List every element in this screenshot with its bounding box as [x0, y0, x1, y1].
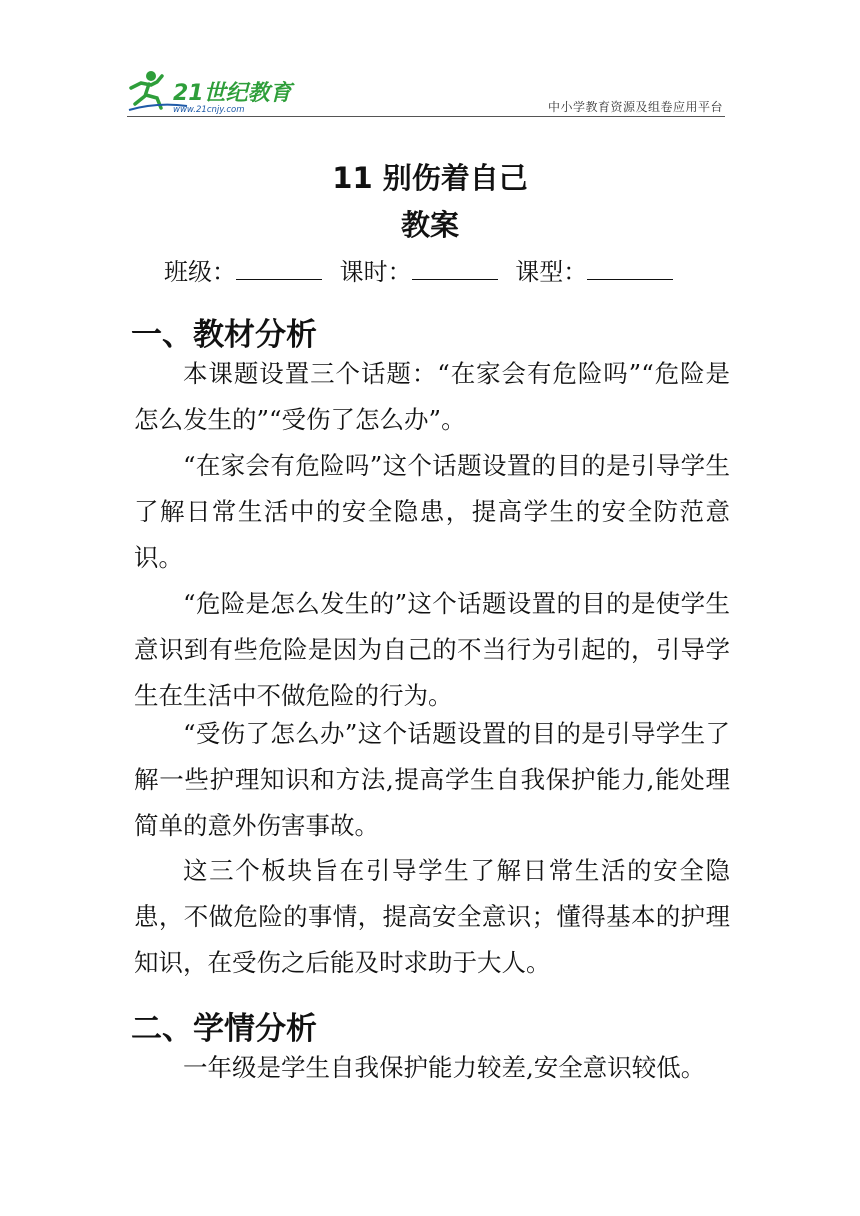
logo-wordmark: 21世纪教育: [173, 81, 292, 106]
page-header: [127, 66, 725, 116]
paragraph: “受伤了怎么办”这个话题设置的目的是引导学生了解一些护理知识和方法,提高学生自我保护能力,能处理简单的意外伤害事故。: [134, 719, 730, 840]
header-divider: [127, 116, 725, 117]
paragraph: 本课题设置三个话题：“在家会有危险吗”“危险是怎么发生的”“受伤了怎么办”。: [134, 359, 730, 434]
lesson-subtitle: 教案: [400, 208, 459, 242]
runner-logo-icon: [127, 66, 297, 116]
class-label: 班级：: [164, 258, 236, 286]
class-field: [164, 252, 322, 287]
period-blank: [412, 257, 498, 280]
class-blank: [236, 257, 322, 280]
logo-url: www.21cnjy.com: [173, 105, 245, 115]
section-heading-textbook-analysis: 一、教材分析: [131, 317, 317, 353]
site-logo[interactable]: [127, 66, 297, 116]
paragraph: “在家会有危险吗”这个话题设置的目的是引导学生了解日常生活中的安全隐患，提高学生的安全防范意识。: [134, 451, 730, 572]
section-heading-student-analysis: 二、学情分析: [131, 1011, 317, 1047]
platform-name: 中小学教育资源及组卷应用平台: [547, 100, 723, 114]
type-blank: [587, 257, 673, 280]
paragraph: “危险是怎么发生的”这个话题设置的目的是使学生意识到有些危险是因为自己的不当行为引起的，引导学生在生活中不做危险的行为。: [134, 589, 730, 710]
type-field: [515, 252, 673, 287]
lesson-meta-row: [164, 252, 683, 287]
period-label: 课时：: [339, 258, 412, 286]
paragraph: 一年级是学生自我保护能力较差,安全意识较低。: [183, 1053, 706, 1082]
period-field: [340, 252, 498, 287]
paragraph: 这三个板块旨在引导学生了解日常生活的安全隐患，不做危险的事情，提高安全意识；懂得基本的护理知识，在受伤之后能及时求助于大人。: [134, 856, 730, 977]
lesson-title: 11 别伤着自己: [332, 161, 528, 195]
type-label: 课型：: [515, 258, 588, 286]
